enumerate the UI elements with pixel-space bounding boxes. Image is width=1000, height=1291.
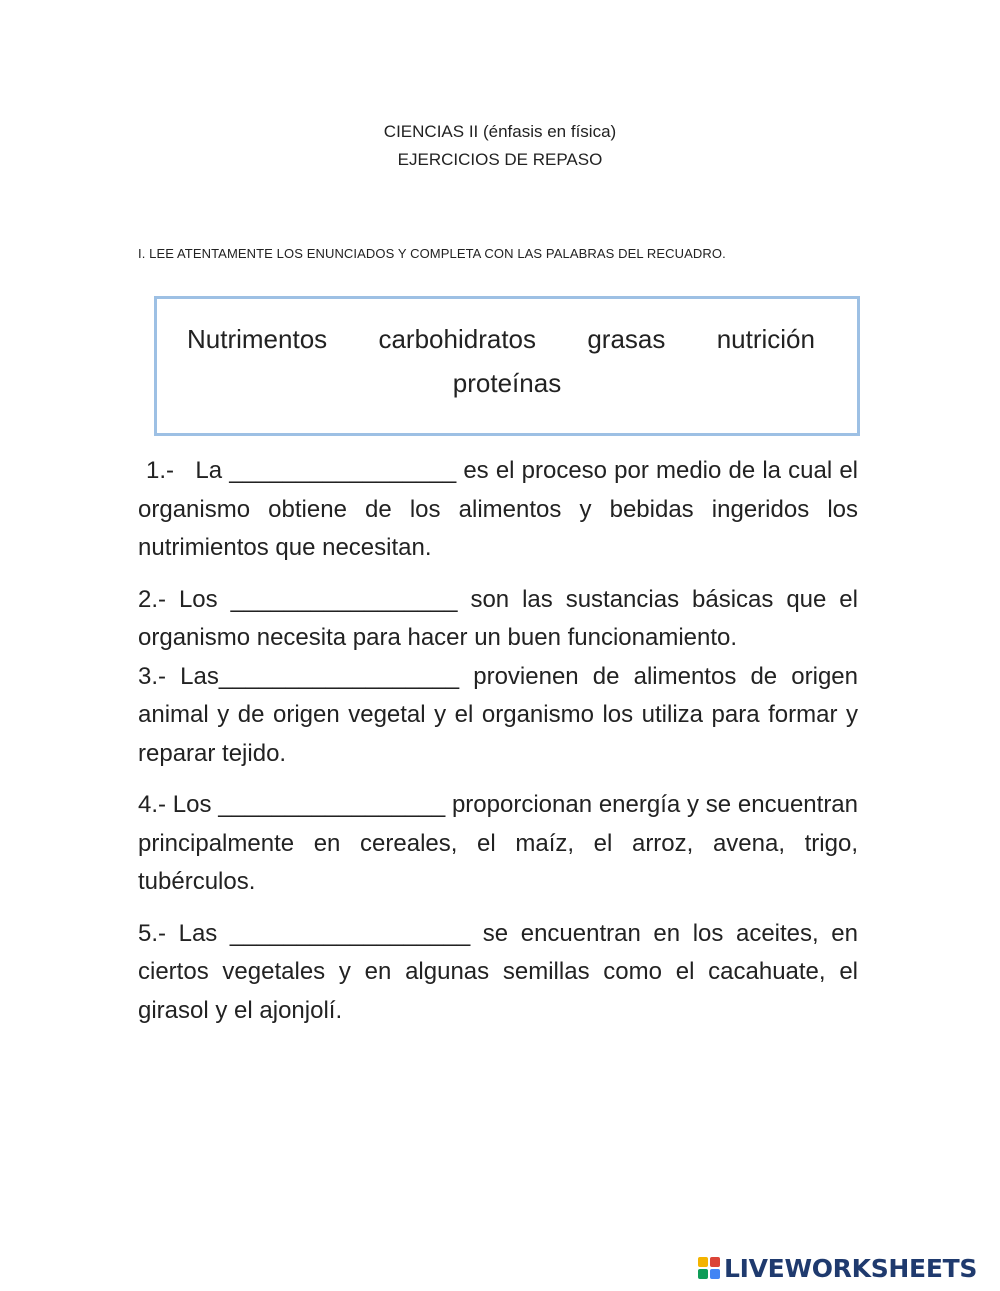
exercise-list bbox=[138, 452, 858, 1030]
exercise-item-4 bbox=[138, 786, 858, 902]
exercise-text: se encuentran en los aceites, en ciertos vegetales y en algunas semillas como el cacahuate, el girasol y el ajonjolí. bbox=[138, 919, 858, 1024]
liveworksheets-logo bbox=[698, 1252, 977, 1284]
answer-blank-1[interactable]: _________________ bbox=[229, 457, 457, 484]
word-bank-row-2 bbox=[157, 363, 857, 403]
logo-square-icon bbox=[710, 1269, 720, 1279]
word-bank-item: Nutrimentos bbox=[187, 324, 328, 354]
word-bank-box bbox=[154, 296, 860, 436]
answer-blank-3[interactable]: __________________ bbox=[218, 662, 460, 690]
word-bank-item: proteínas bbox=[452, 368, 562, 398]
exercise-text: proporcionan energía y se encuentran principalmente en cereales, el maíz, el arroz, avena, trigo, tubérculos. bbox=[138, 791, 859, 895]
logo-square-icon bbox=[710, 1257, 720, 1267]
exercise-item-5 bbox=[138, 915, 858, 1031]
exercise-prefix: 3.- Las bbox=[138, 662, 219, 690]
exercise-prefix: 4.- Los bbox=[138, 791, 219, 818]
exercise-item-3 bbox=[138, 658, 858, 774]
answer-blank-2[interactable]: _________________ bbox=[230, 585, 458, 613]
worksheet-header bbox=[0, 118, 1000, 174]
word-bank-row bbox=[187, 319, 815, 359]
instruction-text: I. LEE ATENTAMENTE LOS ENUNCIADOS Y COMPLETA CON LAS PALABRAS DEL RECUADRO. bbox=[138, 246, 726, 261]
logo-square-icon bbox=[698, 1257, 708, 1267]
exercise-prefix: 1.- La bbox=[146, 457, 230, 484]
answer-blank-5[interactable]: __________________ bbox=[229, 919, 471, 947]
exercise-prefix: 2.- Los bbox=[138, 585, 231, 613]
worksheet-title: EJERCICIOS DE REPASO bbox=[397, 150, 603, 169]
exercise-prefix: 5.- Las bbox=[138, 919, 230, 947]
logo-text: LIVEWORKSHEETS bbox=[724, 1253, 978, 1283]
logo-square-icon bbox=[698, 1269, 708, 1279]
word-bank-item: grasas bbox=[587, 324, 666, 354]
exercise-text: son las sustancias básicas que el organismo necesita para hacer un buen funcionamiento. bbox=[138, 585, 858, 651]
exercise-item-1 bbox=[138, 452, 858, 568]
word-bank-item: nutrición bbox=[716, 324, 815, 354]
word-bank-item: carbohidratos bbox=[378, 324, 537, 354]
subject-title: CIENCIAS II (énfasis en física) bbox=[383, 122, 617, 141]
answer-blank-4[interactable]: _________________ bbox=[218, 791, 446, 818]
exercise-item-2 bbox=[138, 581, 858, 658]
exercise-text: provienen de alimentos de origen animal y de origen vegetal y el organismo los utiliza para formar y reparar tejido. bbox=[138, 662, 858, 767]
logo-grid-icon bbox=[698, 1257, 720, 1279]
exercise-text: es el proceso por medio de la cual el organismo obtiene de los alimentos y bebidas ingeridos los nutrimientos que necesitan. bbox=[138, 457, 858, 561]
